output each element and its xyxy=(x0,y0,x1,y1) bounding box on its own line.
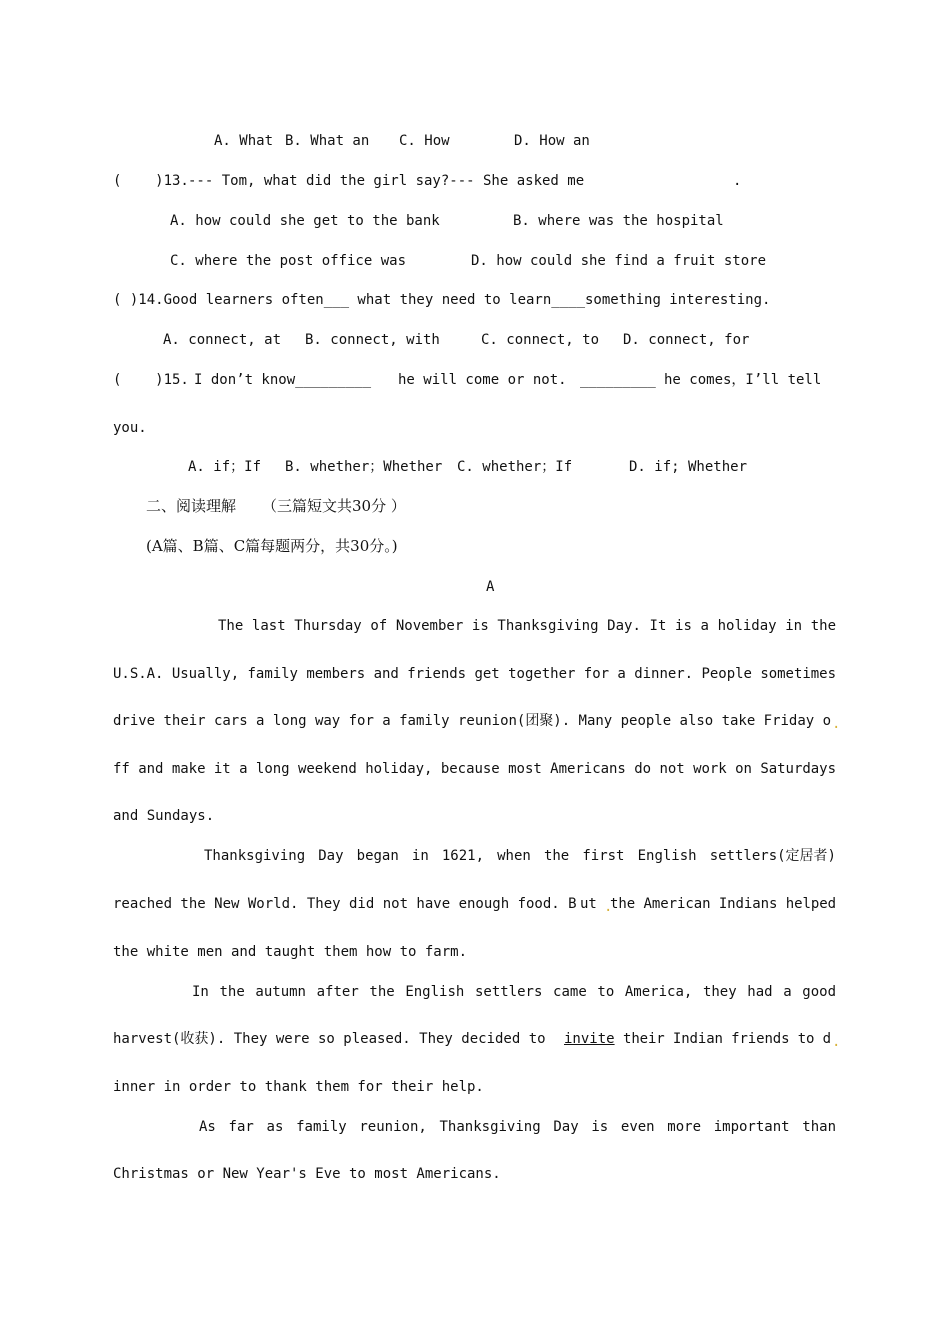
passage-paragraph-2-line-3: the white men and taught them how to farm. xyxy=(113,944,468,960)
q12-option-b: B. What an xyxy=(285,133,370,149)
passage-paragraph-1-line-1: The last Thursday of November is Thanksgiving Day. It is a holiday in the xyxy=(218,618,836,634)
section-heading: 二、阅读理解 xyxy=(146,497,237,515)
q13-stem: --- Tom, what did the girl say?--- She asked me xyxy=(188,173,585,189)
q12-option-c: C. How xyxy=(399,133,450,149)
underlined-word: invite xyxy=(564,1031,615,1047)
q12-option-a: A. What xyxy=(214,133,274,149)
passage-paragraph-1-line-2: U.S.A. Usually, family members and friends get together for a dinner. People sometimes xyxy=(113,666,836,682)
passage-paragraph-3-line-1: In the autumn after the English settlers came to America, they had a good xyxy=(192,984,836,1000)
q13-number: ( )13. xyxy=(113,173,189,189)
passage-paragraph-3-line-2a: harvest(收获). They were so pleased. They decided to xyxy=(113,1031,546,1047)
section-score-note: （三篇短文共30分 ） xyxy=(262,497,406,515)
passage-paragraph-4-line-2: Christmas or New Year's Eve to most Americans. xyxy=(113,1166,501,1182)
q14-option-d: D. connect, for xyxy=(623,332,750,348)
section-scoring-rule: (A篇、B篇、C篇每题两分，共30分。) xyxy=(146,537,398,555)
q15-part2: he will come or not. xyxy=(398,372,567,388)
q13-option-c: C. where the post office was xyxy=(170,253,407,269)
margin-mark-2: . xyxy=(832,1034,841,1050)
q15-part1: I don’t know_________ xyxy=(194,372,372,388)
q14-option-b: B. connect, with xyxy=(305,332,440,348)
q15-number: ( )15. xyxy=(113,372,189,388)
passage-paragraph-3-line-2b: their Indian friends to d xyxy=(623,1031,831,1047)
passage-paragraph-2-line-1: Thanksgiving Day began in 1621, when the first English settlers(定居者) xyxy=(204,848,836,864)
q15-continuation: you. xyxy=(113,420,147,436)
q15-option-b: B. whether；Whether xyxy=(285,459,443,475)
q15-option-c: C. whether；If xyxy=(457,459,573,475)
passage-paragraph-1-line-3: drive their cars a long way for a family reunion(团聚). Many people also take Friday o xyxy=(113,713,831,729)
passage-paragraph-1-line-4: ff and make it a long weekend holiday, because most Americans do not work on Saturdays xyxy=(113,761,836,777)
q12-option-d: D. How an xyxy=(514,133,590,149)
q15-option-a: A. if；If xyxy=(188,459,262,475)
inline-mark: . xyxy=(604,899,613,915)
q15-part4: he comes，I’ll tell xyxy=(664,372,822,388)
passage-paragraph-2-line-2a: reached the New World. They did not have enough food. B xyxy=(113,896,577,912)
q13-end: . xyxy=(733,173,742,189)
passage-paragraph-4-line-1: As far as family reunion, Thanksgiving Day is even more important than xyxy=(199,1119,836,1135)
q15-part3: _________ xyxy=(580,372,656,388)
passage-paragraph-1-line-5: and Sundays. xyxy=(113,808,215,824)
q13-option-a: A. how could she get to the bank xyxy=(170,213,440,229)
q15-option-d: D. if; Whether xyxy=(629,459,748,475)
passage-paragraph-3-line-3: inner in order to thank them for their help. xyxy=(113,1079,484,1095)
passage-paragraph-2-line-2b: ut xyxy=(580,896,597,912)
passage-label: A xyxy=(486,579,495,595)
q14-stem: ( )14.Good learners often___ what they need to learn____something interesting. xyxy=(113,292,771,308)
q14-option-a: A. connect, at xyxy=(163,332,282,348)
q13-option-b: B. where was the hospital xyxy=(513,213,724,229)
margin-mark: . xyxy=(832,716,841,732)
passage-paragraph-2-line-2c: the American Indians helped xyxy=(610,896,836,912)
q13-option-d: D. how could she find a fruit store xyxy=(471,253,767,269)
q14-option-c: C. connect, to xyxy=(481,332,600,348)
